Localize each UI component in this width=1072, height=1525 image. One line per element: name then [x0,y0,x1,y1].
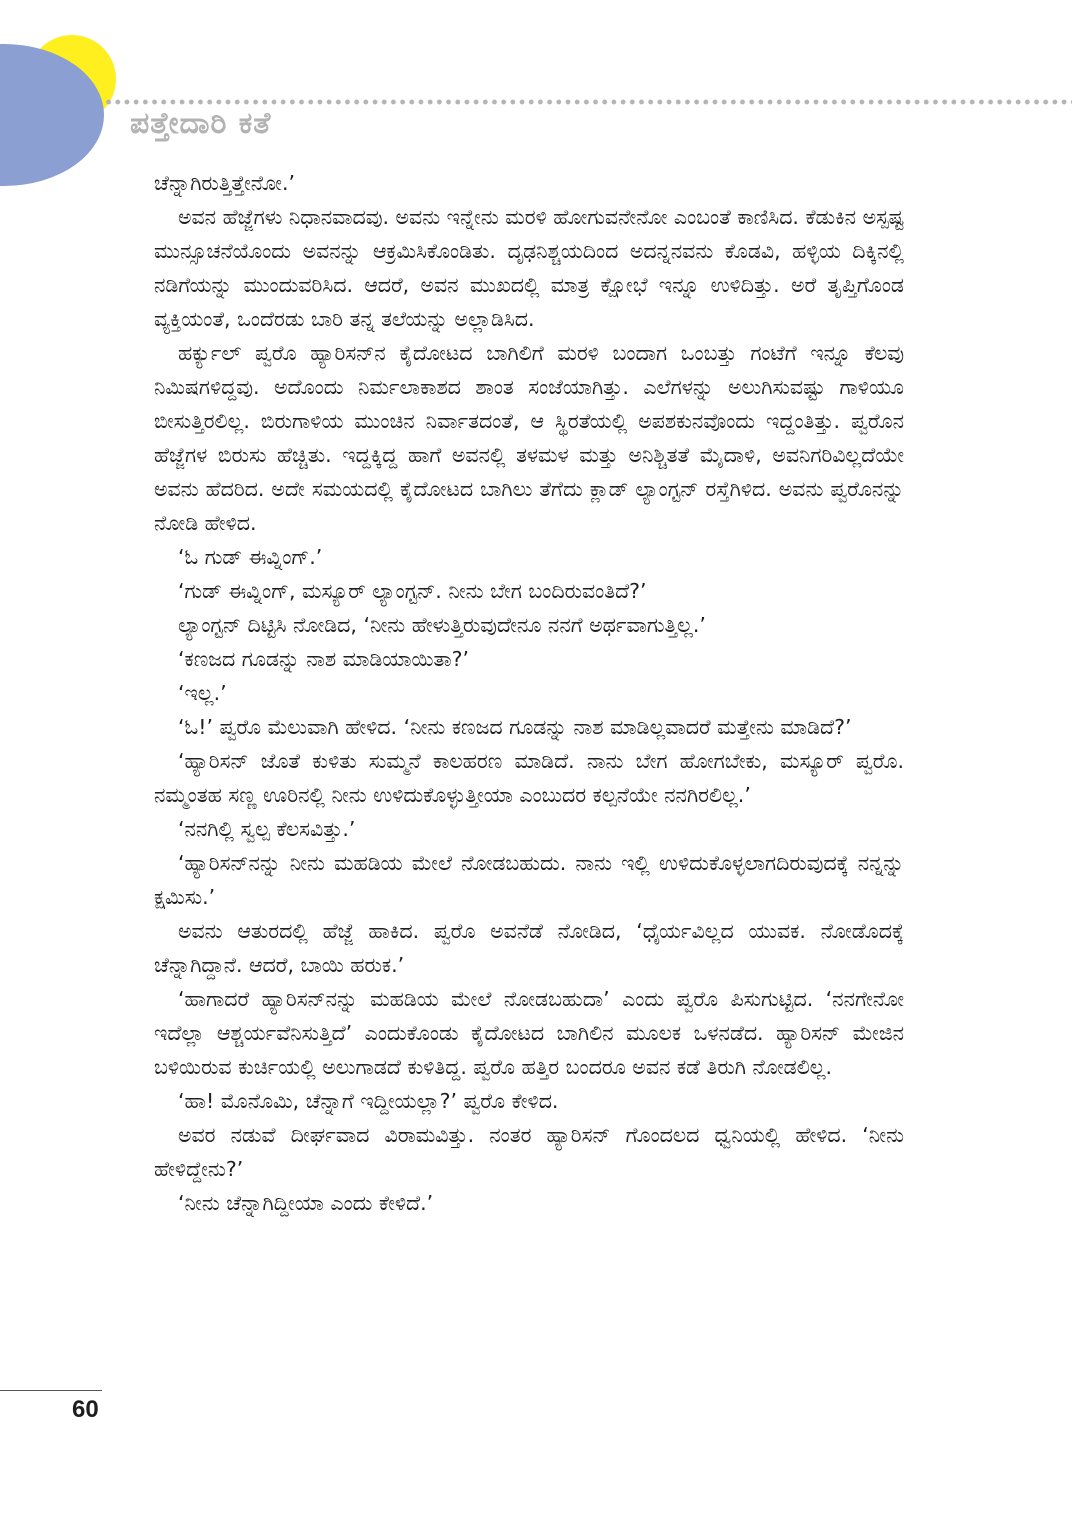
paragraph: ‘ನೀನು ಚೆನ್ನಾಗಿದ್ದೀಯಾ ಎಂದು ಕೇಳಿದೆ.’ [178,1191,434,1215]
paragraph: ‘ಕಣಜದ ಗೂಡನ್ನು ನಾಶ ಮಾಡಿಯಾಯಿತಾ?’ [178,647,469,671]
paragraph: ಅವನ ಹೆಜ್ಜೆಗಳು ನಿಧಾನವಾದವು. ಅವನು ಇನ್ನೇನು ಮರಳಿ ಹೋಗುವನೇನೋ ಎಂಬಂತೆ ಕಾಣಿಸಿದ. ಕೆಡುಕಿನ ಅಸ್ಪಷ್ಟ ಮುನ್ಸೂಚನೆಯೊಂದು ಅವನನ್ನು ಆಕ್ರಮಿಸಿಕೊಂಡಿತು. ದೃಢನಿಶ್ಚಯದಿಂದ ಅದನ್ನನವನು ಕೊಡವಿ, ಹಳ್ಳಿಯ ದಿಕ್ಕಿನಲ್ಲಿ ನಡಿಗೆಯನ್ನು ಮುಂದುವರಿಸಿದ. ಆದರೆ, ಅವನ ಮುಖದಲ್ಲಿ ಮಾತ್ರ ಕ್ಷೋಭೆ ಇನ್ನೂ ಉಳಿದಿತ್ತು. ಅರೆ ತೃಪ್ತಿಗೊಂಡ ವ್ಯಕ್ತಿಯಂತೆ, ಒಂದೆರಡು ಬಾರಿ ತನ್ನ ತಲೆಯನ್ನು ಅಲ್ಲಾಡಿಸಿದ. [154,205,904,331]
paragraph: ‘ನನಗಿಲ್ಲಿ ಸ್ವಲ್ಪ ಕೆಲಸವಿತ್ತು.’ [178,817,356,841]
paragraph: ಅವರ ನಡುವೆ ದೀರ್ಘವಾದ ವಿರಾಮವಿತ್ತು. ನಂತರ ಹ್ಯಾರಿಸನ್ ಗೊಂದಲದ ಧ್ವನಿಯಲ್ಲಿ ಹೇಳಿದ. ‘ನೀನು ಹೇಳಿದ್ದೇನು?’ [154,1123,904,1181]
paragraph: ‘ಓ ಗುಡ್ ಈವ್ನಿಂಗ್.’ [178,545,323,569]
paragraph: ಲ್ಯಾಂಗ್ಟನ್ ದಿಟ್ಟಿಸಿ ನೋಡಿದ, ‘ನೀನು ಹೇಳುತ್ತಿರುವುದೇನೂ ನನಗೆ ಅರ್ಥವಾಗುತ್ತಿಲ್ಲ.’ [178,613,706,637]
paragraph: ಹರ್ಕ್ಯುಲ್ ಪ್ವರೊ ಹ್ಯಾರಿಸನ್‌ನ ಕೈದೋಟದ ಬಾಗಿಲಿಗೆ ಮರಳಿ ಬಂದಾಗ ಒಂಬತ್ತು ಗಂಟೆಗೆ ಇನ್ನೂ ಕೆಲವು ನಿಮಿಷಗಳಿದ್ದವು. ಅದೊಂದು ನಿರ್ಮಲಾಕಾಶದ ಶಾಂತ ಸಂಜೆಯಾಗಿತ್ತು. ಎಲೆಗಳನ್ನು ಅಲುಗಿಸುವಷ್ಟು ಗಾಳಿಯೂ ಬೀಸುತ್ತಿರಲಿಲ್ಲ. ಬಿರುಗಾಳಿಯ ಮುಂಚಿನ ನಿರ್ವಾತದಂತೆ, ಆ ಸ್ಥಿರತೆಯಲ್ಲಿ ಅಪಶಕುನವೊಂದು ಇದ್ದಂತಿತ್ತು. ಪ್ವರೊನ ಹೆಜ್ಜೆಗಳ ಬಿರುಸು ಹೆಚ್ಚಿತು. ಇದ್ದಕ್ಕಿದ್ದ ಹಾಗೆ ಅವನಲ್ಲಿ ತಳಮಳ ಮತ್ತು ಅನಿಶ್ಚಿತತೆ ಮೈದಾಳಿ, ಅವನಿಗರಿವಿಲ್ಲದೆಯೇ ಅವನು ಹೆದರಿದ. ಅದೇ ಸಮಯದಲ್ಲಿ ಕೈದೋಟದ ಬಾಗಿಲು ತೆಗೆದು ಕ್ಲಾಡ್ ಲ್ಯಾಂಗ್ಟನ್ ರಸ್ತೆಗಿಳಿದ. ಅವನು ಪ್ವರೊನನ್ನು ನೋಡಿ ಹೇಳಿದ. [154,341,904,535]
story-text [154,166,904,1220]
paragraph: ‘ಹ್ಯಾರಿಸನ್ ಜೊತೆ ಕುಳಿತು ಸುಮ್ಮನೆ ಕಾಲಹರಣ ಮಾಡಿದೆ. ನಾನು ಬೇಗ ಹೋಗಬೇಕು, ಮಸ್ಯೂರ್ ಪ್ವರೊ. ನಮ್ಮಂತಹ ಸಣ್ಣ ಊರಿನಲ್ಲಿ ನೀನು ಉಳಿದುಕೊಳ್ಳುತ್ತೀಯಾ ಎಂಬುದರ ಕಲ್ಪನೆಯೇ ನನಗಿರಲಿಲ್ಲ.’ [154,749,904,807]
paragraph: ‘ಹಾಗಾದರೆ ಹ್ಯಾರಿಸನ್‌ನನ್ನು ಮಹಡಿಯ ಮೇಲೆ ನೋಡಬಹುದಾ’ ಎಂದು ಪ್ವರೊ ಪಿಸುಗುಟ್ಟಿದ. ‘ನನಗೇನೋ ಇದೆಲ್ಲಾ ಆಶ್ಚರ್ಯವೆನಿಸುತ್ತಿದೆ’ ಎಂದುಕೊಂಡು ಕೈದೋಟದ ಬಾಗಿಲಿನ ಮೂಲಕ ಒಳನಡೆದ. ಹ್ಯಾರಿಸನ್ ಮೇಜಿನ ಬಳಿಯಿರುವ ಕುರ್ಚಿಯಲ್ಲಿ ಅಲುಗಾಡದೆ ಕುಳಿತಿದ್ದ. ಪ್ವರೊ ಹತ್ತಿರ ಬಂದರೂ ಅವನ ಕಡೆ ತಿರುಗಿ ನೋಡಲಿಲ್ಲ. [154,987,904,1079]
paragraph: ‘ಇಲ್ಲ.’ [178,681,227,705]
paragraph: ‘ಹ್ಯಾರಿಸನ್‌ನನ್ನು ನೀನು ಮಹಡಿಯ ಮೇಲೆ ನೋಡಬಹುದು. ನಾನು ಇಲ್ಲಿ ಉಳಿದುಕೊಳ್ಳಲಾಗದಿರುವುದಕ್ಕೆ ನನ್ನನ್ನು ಕ್ಷಮಿಸು.’ [154,851,904,909]
paragraph: ‘ಓ!’ ಪ್ವರೊ ಮೆಲುವಾಗಿ ಹೇಳಿದ. ‘ನೀನು ಕಣಜದ ಗೂಡನ್ನು ನಾಶ ಮಾಡಿಲ್ಲವಾದರೆ ಮತ್ತೇನು ಮಾಡಿದೆ?’ [178,715,852,739]
page-number-rule [0,1390,102,1391]
paragraph: ಚೆನ್ನಾಗಿರುತ್ತಿತ್ತೇನೋ.’ [154,171,295,195]
section-title: ಪತ್ತೇದಾರಿ ಕತೆ [130,106,272,141]
paragraph: ಅವನು ಆತುರದಲ್ಲಿ ಹೆಜ್ಜೆ ಹಾಕಿದ. ಪ್ವರೊ ಅವನೆಡೆ ನೋಡಿದ, ‘ಧೈರ್ಯವಿಲ್ಲದ ಯುವಕ. ನೋಡೊದಕ್ಕೆ ಚೆನ್ನಾಗಿದ್ದಾನೆ. ಆದರೆ, ಬಾಯಿ ಹರುಕ.’ [154,919,904,977]
paragraph: ‘ಹಾ! ಮೊನೊಮಿ, ಚೆನ್ನಾಗೆ ಇದ್ದೀಯಲ್ಲಾ?’ ಪ್ವರೊ ಕೇಳಿದ. [178,1089,559,1113]
dotted-header-rule [104,98,1072,106]
paragraph: ‘ಗುಡ್ ಈವ್ನಿಂಗ್, ಮಸ್ಯೂರ್ ಲ್ಯಾಂಗ್ಟನ್. ನೀನು ಬೇಗ ಬಂದಿರುವಂತಿದೆ?’ [178,579,647,603]
page-number: 60 [72,1396,99,1423]
